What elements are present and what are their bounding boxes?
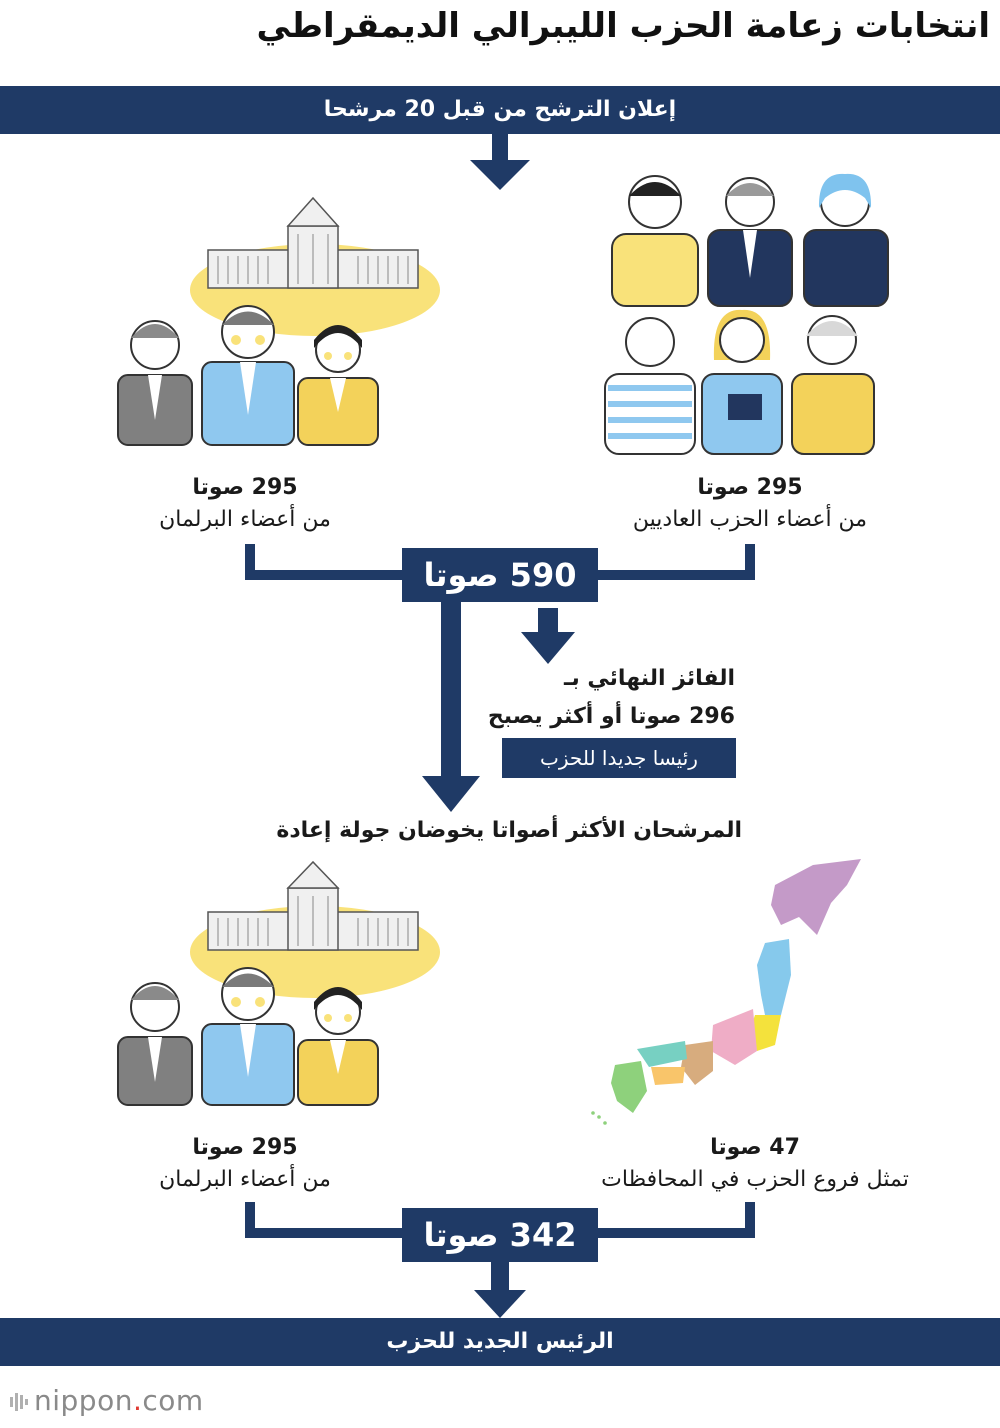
round1-total-box: 590 صوتا	[402, 548, 598, 602]
nippon-logo	[10, 1384, 204, 1417]
winner-arrow-icon	[521, 608, 575, 666]
person-striped-shirt-icon	[605, 318, 695, 454]
members-votes-label	[580, 472, 920, 536]
parliament-votes-count: 295 صوتا	[192, 475, 298, 500]
parliament-members-illustration	[110, 190, 450, 448]
person-gold-suit-icon	[298, 325, 378, 445]
diet-building-icon	[208, 198, 418, 288]
page-title: انتخابات زعامة الحزب الليبرالي الديمقراطي	[256, 6, 990, 46]
person-blonde-woman-icon	[702, 310, 782, 454]
round2-total-box: 342 صوتا	[402, 1208, 598, 1262]
parliament-votes-desc: من أعضاء البرلمان	[159, 507, 331, 532]
new-president-pill: رئيسا جديدا للحزب	[502, 738, 736, 778]
result-banner: الرئيس الجديد للحزب	[0, 1318, 1000, 1366]
logo-tld: com	[142, 1384, 204, 1417]
diet-building-icon	[208, 862, 418, 950]
person-elderly-woman-icon	[792, 316, 874, 454]
prefecture-votes-desc: تمثل فروع الحزب في المحافظات	[601, 1167, 909, 1192]
winner-note-line1: الفائز النهائي بـ	[563, 666, 735, 691]
prefecture-votes-label	[565, 1132, 945, 1196]
parliament-votes-count-round2: 295 صوتا	[192, 1135, 298, 1160]
parliament-votes-label-round2	[75, 1132, 415, 1196]
person-blue-hair-icon	[804, 174, 888, 306]
winner-note	[435, 660, 735, 736]
parliament-members-illustration-round2	[110, 860, 450, 1108]
person-yellow-sweater-icon	[612, 176, 698, 306]
members-votes-count: 295 صوتا	[697, 475, 803, 500]
runoff-note: المرشحان الأكثر أصواتا يخوضان جولة إعادة	[276, 818, 742, 843]
person-navy-suit-icon	[708, 178, 792, 306]
logo-main: nippon	[34, 1384, 133, 1417]
result-arrow-icon	[474, 1262, 526, 1320]
prefecture-votes-count: 47 صوتا	[710, 1135, 800, 1160]
down-arrow-icon	[470, 134, 530, 192]
announcement-banner: إعلان الترشح من قبل 20 مرشحا	[0, 86, 1000, 134]
parliament-votes-desc-round2: من أعضاء البرلمان	[159, 1167, 331, 1192]
members-votes-desc: من أعضاء الحزب العاديين	[632, 507, 868, 532]
japan-map-icon	[585, 855, 865, 1125]
person-gold-suit-icon	[298, 987, 378, 1105]
winner-note-line2: 296 صوتا أو أكثر يصبح	[487, 704, 735, 729]
person-gray-suit-icon	[118, 321, 192, 445]
party-members-illustration	[600, 168, 900, 456]
parliament-votes-label	[75, 472, 415, 536]
person-gray-suit-icon	[118, 983, 192, 1105]
logo-dot: .	[132, 1384, 143, 1417]
logo-mark-icon	[10, 1387, 28, 1409]
